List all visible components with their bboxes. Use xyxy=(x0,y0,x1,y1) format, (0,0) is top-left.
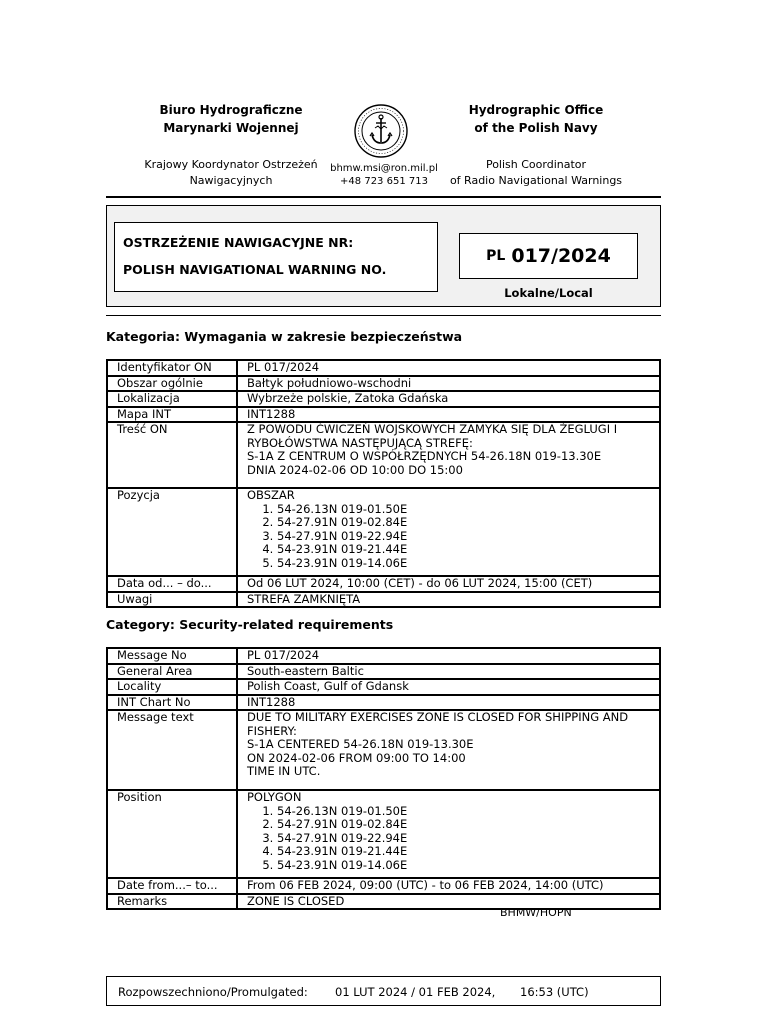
row-value: STREFA ZAMKNIĘTA xyxy=(237,592,660,608)
list-item: 3. 54-27.91N 019-22.94E xyxy=(277,832,659,846)
warning-label-en: POLISH NAVIGATIONAL WARNING NO. xyxy=(123,262,387,277)
promulgation-footer xyxy=(106,976,661,1006)
row-label: Data od... – do... xyxy=(107,576,237,592)
coordinator-pl-line2: Nawigacyjnych xyxy=(189,174,273,187)
list-item: 3. 54-27.91N 019-22.94E xyxy=(277,530,659,544)
header-right xyxy=(436,101,636,189)
message-line: TIME IN UTC. xyxy=(247,764,321,778)
coordinator-en-line1: Polish Coordinator xyxy=(485,158,587,171)
position-cell xyxy=(237,488,660,576)
row-value: Wybrzeże polskie, Zatoka Gdańska xyxy=(237,391,660,407)
message-text xyxy=(237,710,660,790)
promulgated-time: 16:53 (UTC) xyxy=(520,985,589,999)
message-line: S-1A Z CENTRUM O WSPÓŁRZĘDNYCH 54-26.18N 019-13.30E xyxy=(247,449,602,463)
message-line: DUE TO MILITARY EXERCISES ZONE IS CLOSED FOR SHIPPING AND xyxy=(247,710,629,724)
warning-number-prefix: PL xyxy=(486,248,506,264)
header-divider-bottom xyxy=(106,315,661,316)
warning-label-box xyxy=(114,222,438,292)
row-label: Lokalizacja xyxy=(107,391,237,407)
table-row xyxy=(107,894,660,910)
promulgated-date: 01 LUT 2024 / 01 FEB 2024, xyxy=(335,985,496,999)
position-cell xyxy=(237,790,660,878)
row-value: INT1288 xyxy=(237,695,660,711)
row-value: Bałtyk południowo-wschodni xyxy=(237,376,660,392)
contact-block xyxy=(322,162,446,188)
table-row xyxy=(107,422,660,488)
message-line: S-1A CENTERED 54-26.18N 019-13.30E xyxy=(247,737,474,751)
table-row xyxy=(107,790,660,878)
header-divider-top xyxy=(106,196,661,198)
table-row xyxy=(107,679,660,695)
row-value: Polish Coast, Gulf of Gdansk xyxy=(237,679,660,695)
row-label: General Area xyxy=(107,664,237,680)
table-row xyxy=(107,407,660,423)
message-line: Z POWODU ĆWICZEŃ WOJSKOWYCH ZAMYKA SIĘ DLA ŻEGLUGI I xyxy=(247,422,618,436)
coordinator-en-line2: of Radio Navigational Warnings xyxy=(449,174,623,187)
warning-table-pl xyxy=(106,359,661,608)
row-value: INT1288 xyxy=(237,407,660,423)
row-label: Treść ON xyxy=(107,422,237,488)
warning-scope: Lokalne/Local xyxy=(504,286,593,300)
org-name-pl-line2: Marynarki Wojennej xyxy=(163,121,299,135)
table-row xyxy=(107,488,660,576)
row-label: Remarks xyxy=(107,894,237,910)
row-label: Mapa INT xyxy=(107,407,237,423)
row-label: Identyfikator ON xyxy=(107,360,237,376)
list-item: 1. 54-26.13N 019-01.50E xyxy=(277,503,659,517)
row-value: PL 017/2024 xyxy=(237,648,660,664)
org-name-pl-line1: Biuro Hydrograficzne xyxy=(159,103,303,117)
table-row xyxy=(107,391,660,407)
table-row xyxy=(107,695,660,711)
row-label: Obszar ogólnie xyxy=(107,376,237,392)
list-item: 5. 54-23.91N 019-14.06E xyxy=(277,859,659,873)
warning-label-pl: OSTRZEŻENIE NAWIGACYJNE NR: xyxy=(123,235,354,250)
row-label: Position xyxy=(107,790,237,878)
position-title: OBSZAR xyxy=(247,488,295,502)
list-item: 1. 54-26.13N 019-01.50E xyxy=(277,805,659,819)
row-value: PL 017/2024 xyxy=(237,360,660,376)
row-label: Message No xyxy=(107,648,237,664)
row-value: ZONE IS CLOSED xyxy=(237,894,660,910)
message-line: RYBOŁÓWSTWA NASTĘPUJĄCĄ STREFĘ: xyxy=(247,435,473,450)
row-value: South-eastern Baltic xyxy=(237,664,660,680)
row-label: Uwagi xyxy=(107,592,237,608)
list-item: 5. 54-23.91N 019-14.06E xyxy=(277,557,659,571)
list-item: 4. 54-23.91N 019-21.44E xyxy=(277,845,659,859)
table-row xyxy=(107,576,660,592)
row-label: Locality xyxy=(107,679,237,695)
category-heading-pl: Kategoria: Wymagania w zakresie bezpieczeństwa xyxy=(106,329,463,344)
message-line: ON 2024-02-06 FROM 09:00 TO 14:00 xyxy=(247,750,466,765)
contact-phone: +48 723 651 713 xyxy=(340,176,428,187)
warning-table-en xyxy=(106,647,661,910)
list-item: 2. 54-27.91N 019-02.84E xyxy=(277,818,659,832)
list-item: 4. 54-23.91N 019-21.44E xyxy=(277,543,659,557)
message-line: DNIA 2024-02-06 OD 10:00 DO 15:00 xyxy=(247,462,463,477)
org-name-en-line2: of the Polish Navy xyxy=(474,121,598,135)
org-name-en-line1: Hydrographic Office xyxy=(468,103,604,117)
warning-number: 017/2024 xyxy=(511,245,611,267)
table-row xyxy=(107,360,660,376)
row-label: INT Chart No xyxy=(107,695,237,711)
category-heading-en: Category: Security-related requirements xyxy=(106,617,394,632)
signature: BHMW/HOPN xyxy=(500,906,572,919)
row-label: Message text xyxy=(107,710,237,790)
navy-hydrographic-emblem-icon xyxy=(353,102,409,160)
row-label: Date from...– to... xyxy=(107,878,237,894)
row-value: From 06 FEB 2024, 09:00 (UTC) - to 06 FEB 2024, 14:00 (UTC) xyxy=(237,878,660,894)
coordinator-pl-line1: Krajowy Koordynator Ostrzeżeń xyxy=(144,158,318,171)
row-value: Od 06 LUT 2024, 10:00 (CET) - do 06 LUT 2024, 15:00 (CET) xyxy=(237,576,660,592)
position-list xyxy=(247,805,659,873)
row-label: Pozycja xyxy=(107,488,237,576)
contact-email: bhmw.msi@ron.mil.pl xyxy=(330,163,438,174)
position-title: POLYGON xyxy=(247,790,302,804)
table-row xyxy=(107,592,660,608)
promulgated-label: Rozpowszechniono/Promulgated: xyxy=(118,985,308,999)
table-row xyxy=(107,710,660,790)
table-row xyxy=(107,376,660,392)
header-left xyxy=(120,101,342,189)
list-item: 2. 54-27.91N 019-02.84E xyxy=(277,516,659,530)
table-row xyxy=(107,878,660,894)
message-text xyxy=(237,422,660,488)
warning-number-box xyxy=(459,233,638,279)
table-row xyxy=(107,648,660,664)
table-row xyxy=(107,664,660,680)
message-line: FISHERY: xyxy=(247,723,297,738)
position-list xyxy=(247,503,659,571)
